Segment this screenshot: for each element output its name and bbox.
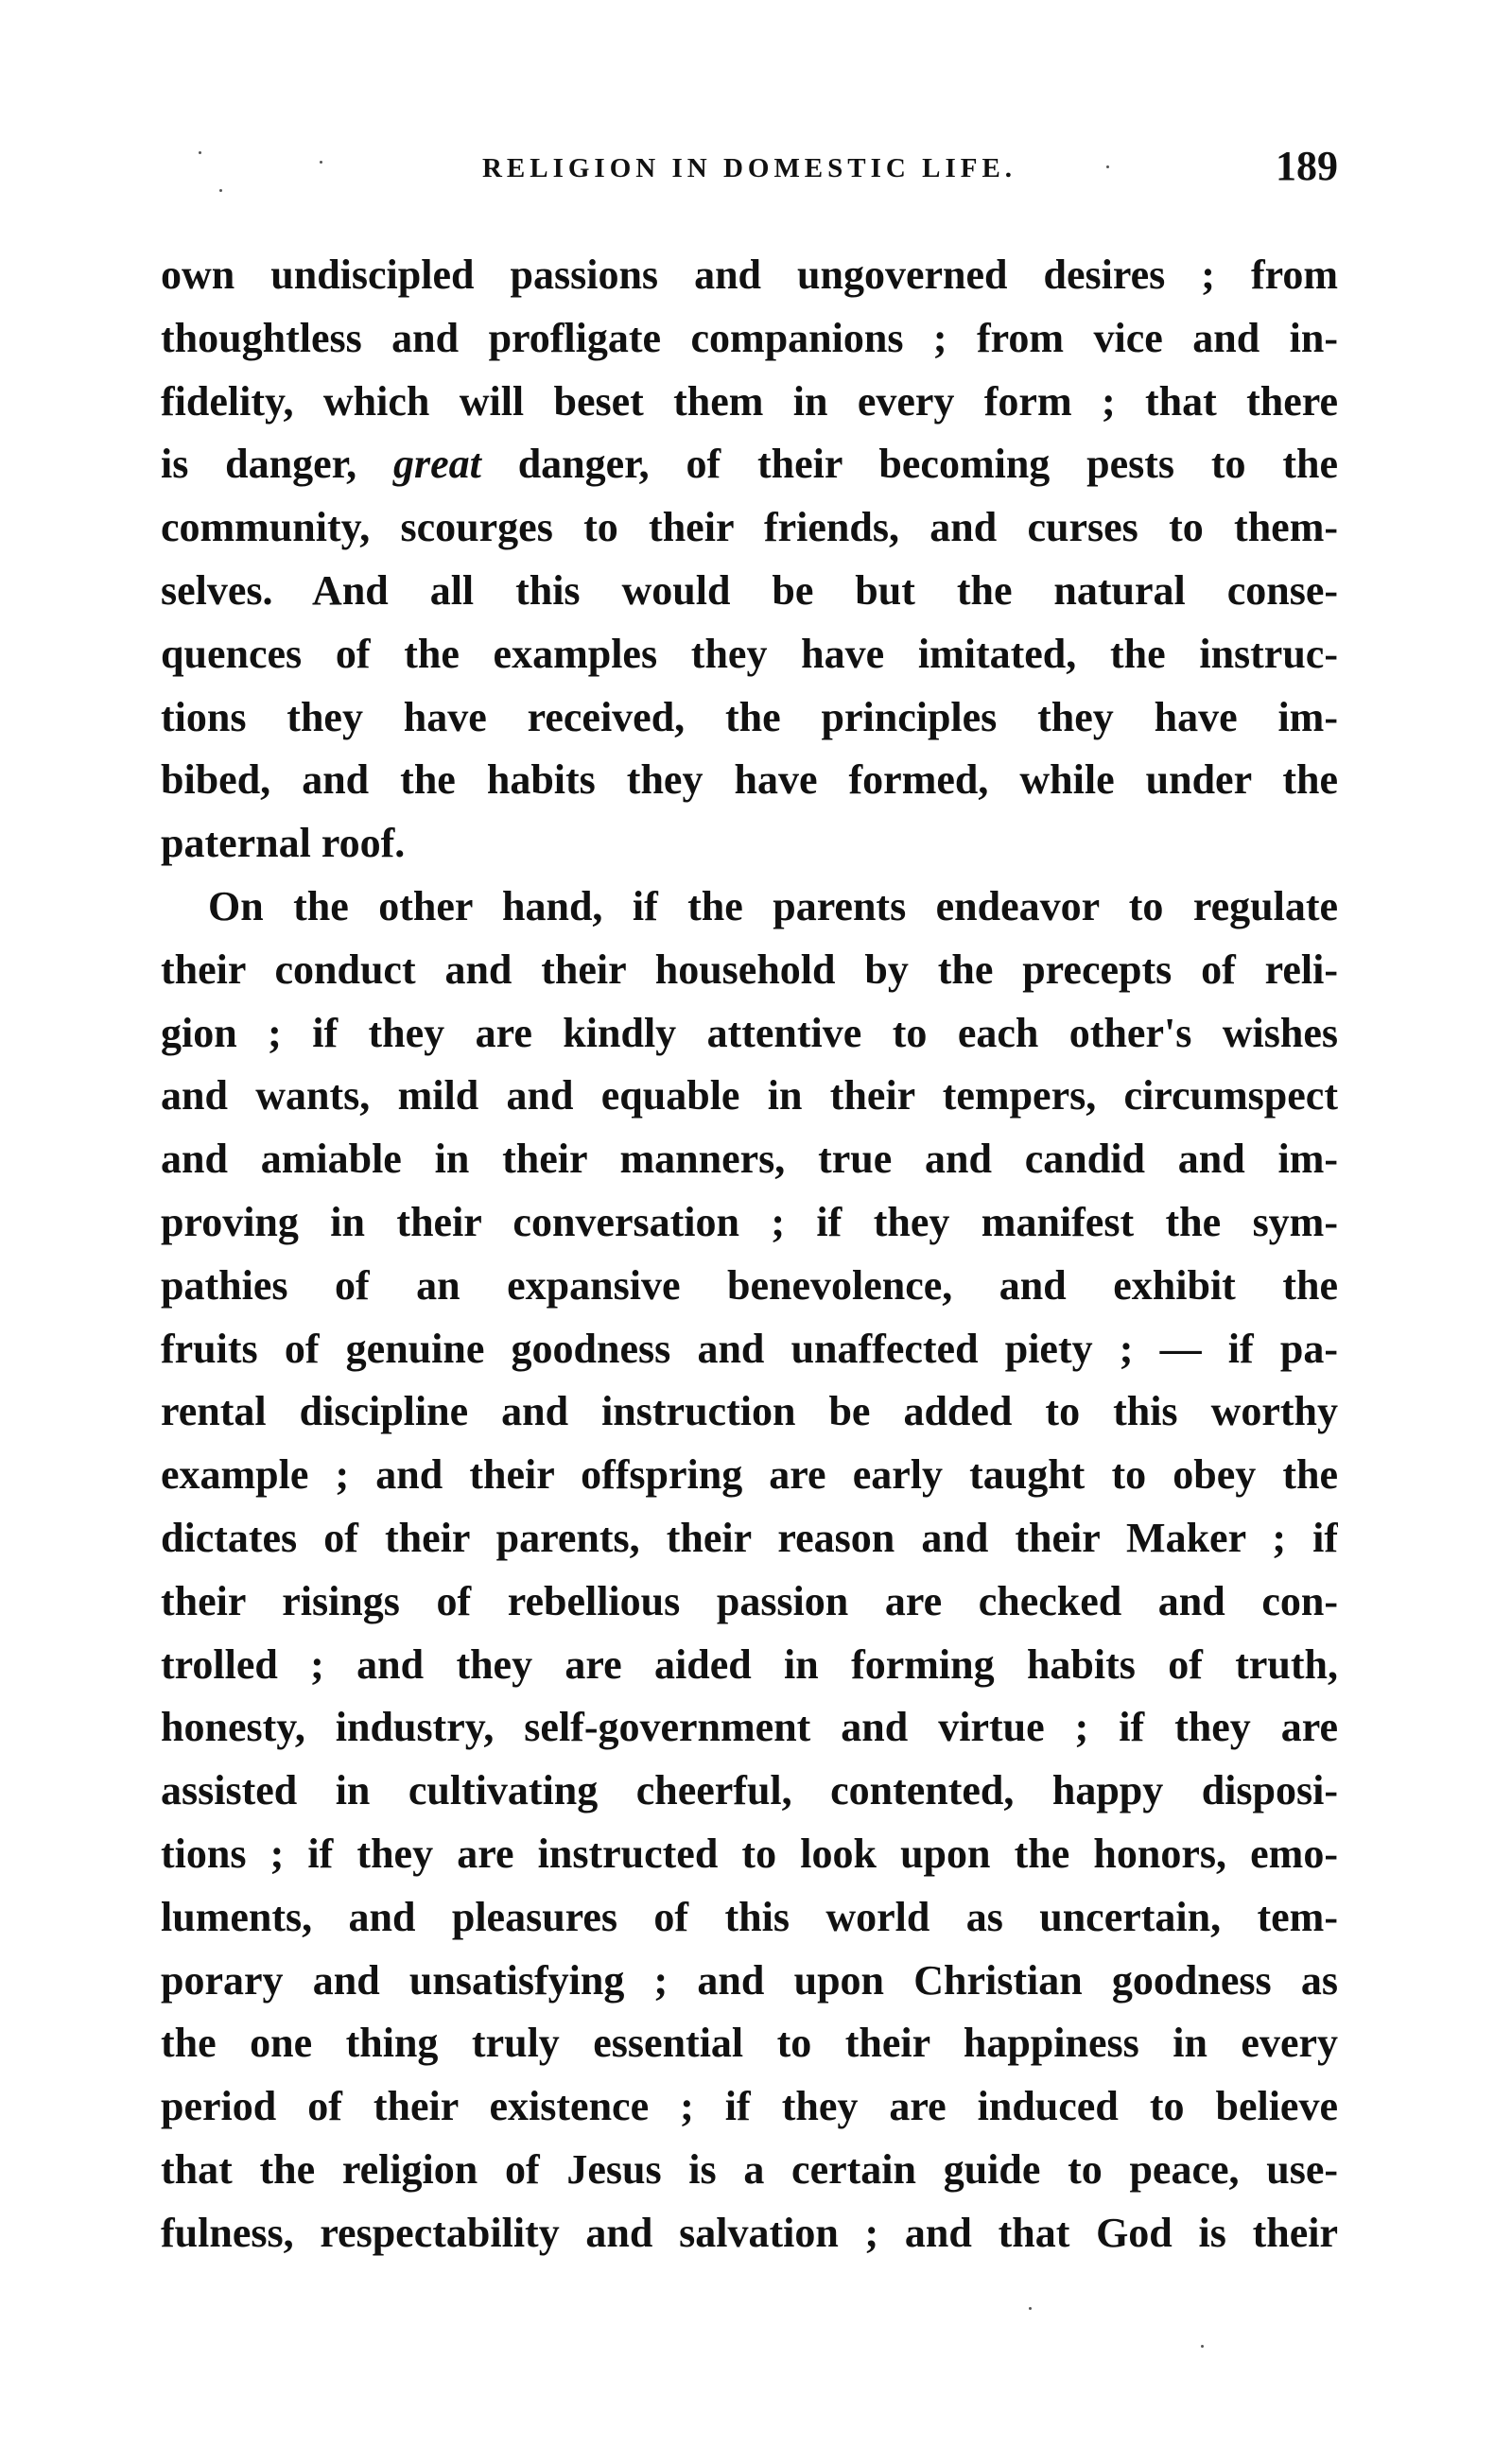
print-speck bbox=[320, 161, 322, 164]
text-line: fruits of genuine goodness and unaffected piety ; — if pa- bbox=[161, 1325, 1338, 1372]
text-line: tions ; if they are instructed to look upon the honors, emo- bbox=[161, 1830, 1338, 1877]
text-line: the one thing truly essential to their happiness in every bbox=[161, 2020, 1338, 2067]
text-span: is danger, bbox=[161, 441, 393, 488]
body-text bbox=[161, 244, 1338, 2265]
text-line: their risings of rebellious passion are checked and con- bbox=[161, 1577, 1338, 1624]
page-header bbox=[161, 142, 1338, 199]
page-number: 189 bbox=[1276, 143, 1338, 189]
text-line: luments, and pleasures of this world as uncertain, tem- bbox=[161, 1893, 1338, 1940]
text-line: tions they have received, the principles they have im- bbox=[161, 693, 1338, 740]
print-speck bbox=[199, 151, 201, 154]
text-line: honesty, industry, self-government and virtue ; if they are bbox=[161, 1704, 1338, 1751]
text-line: example ; and their offspring are early taught to obey the bbox=[161, 1451, 1338, 1499]
text-line: pathies of an expansive benevolence, and exhibit the bbox=[161, 1261, 1338, 1309]
text-line: own undiscipled passions and ungoverned desires ; from bbox=[161, 252, 1338, 298]
text-line: quences of the examples they have imitated, the instruc- bbox=[161, 630, 1338, 677]
text-line-with-italic bbox=[161, 433, 1338, 496]
text-line: and amiable in their manners, true and candid and im- bbox=[161, 1136, 1338, 1183]
text-line: gion ; if they are kindly attentive to each other's wishes bbox=[161, 1009, 1338, 1056]
text-line: paternal roof. bbox=[161, 820, 406, 867]
running-head: RELIGION IN DOMESTIC LIFE. bbox=[481, 153, 1017, 183]
print-speck bbox=[1201, 2345, 1204, 2348]
text-line: their conduct and their household by the precepts of reli- bbox=[161, 946, 1338, 993]
text-line: assisted in cultivating cheerful, contented, happy disposi- bbox=[161, 1767, 1338, 1814]
text-line: community, scourges to their friends, and curses to them- bbox=[161, 504, 1338, 551]
print-speck bbox=[1029, 2307, 1032, 2310]
text-line: selves. And all this would be but the natural conse- bbox=[161, 566, 1338, 614]
text-line: fidelity, which will beset them in every form ; that there bbox=[161, 377, 1338, 425]
paragraph-start-line: On the other hand, if the parents endeavor to regulate bbox=[208, 882, 1338, 929]
text-line: proving in their conversation ; if they manifest the sym- bbox=[161, 1198, 1338, 1245]
italic-word: great bbox=[392, 441, 481, 488]
text-line: dictates of their parents, their reason and their Maker ; if bbox=[161, 1514, 1338, 1561]
text-line: trolled ; and they are aided in forming habits of truth, bbox=[161, 1640, 1338, 1688]
text-span: danger, of their becoming pests to the bbox=[480, 441, 1338, 488]
print-speck bbox=[219, 189, 222, 192]
print-speck bbox=[1106, 165, 1109, 168]
text-line: period of their existence ; if they are induced to believe bbox=[161, 2083, 1338, 2130]
text-line: that the religion of Jesus is a certain guide to peace, use- bbox=[161, 2145, 1338, 2193]
text-line: porary and unsatisfying ; and upon Christian goodness as bbox=[161, 1956, 1338, 2004]
text-line: thoughtless and profligate companions ; from vice and in- bbox=[161, 314, 1338, 361]
text-line: rental discipline and instruction be added to this worthy bbox=[161, 1388, 1338, 1435]
text-line: bibed, and the habits they have formed, while under the bbox=[161, 756, 1338, 804]
text-line: and wants, mild and equable in their tempers, circumspect bbox=[161, 1072, 1338, 1119]
text-line: fulness, respectability and salvation ; and that God is their bbox=[161, 2209, 1338, 2256]
